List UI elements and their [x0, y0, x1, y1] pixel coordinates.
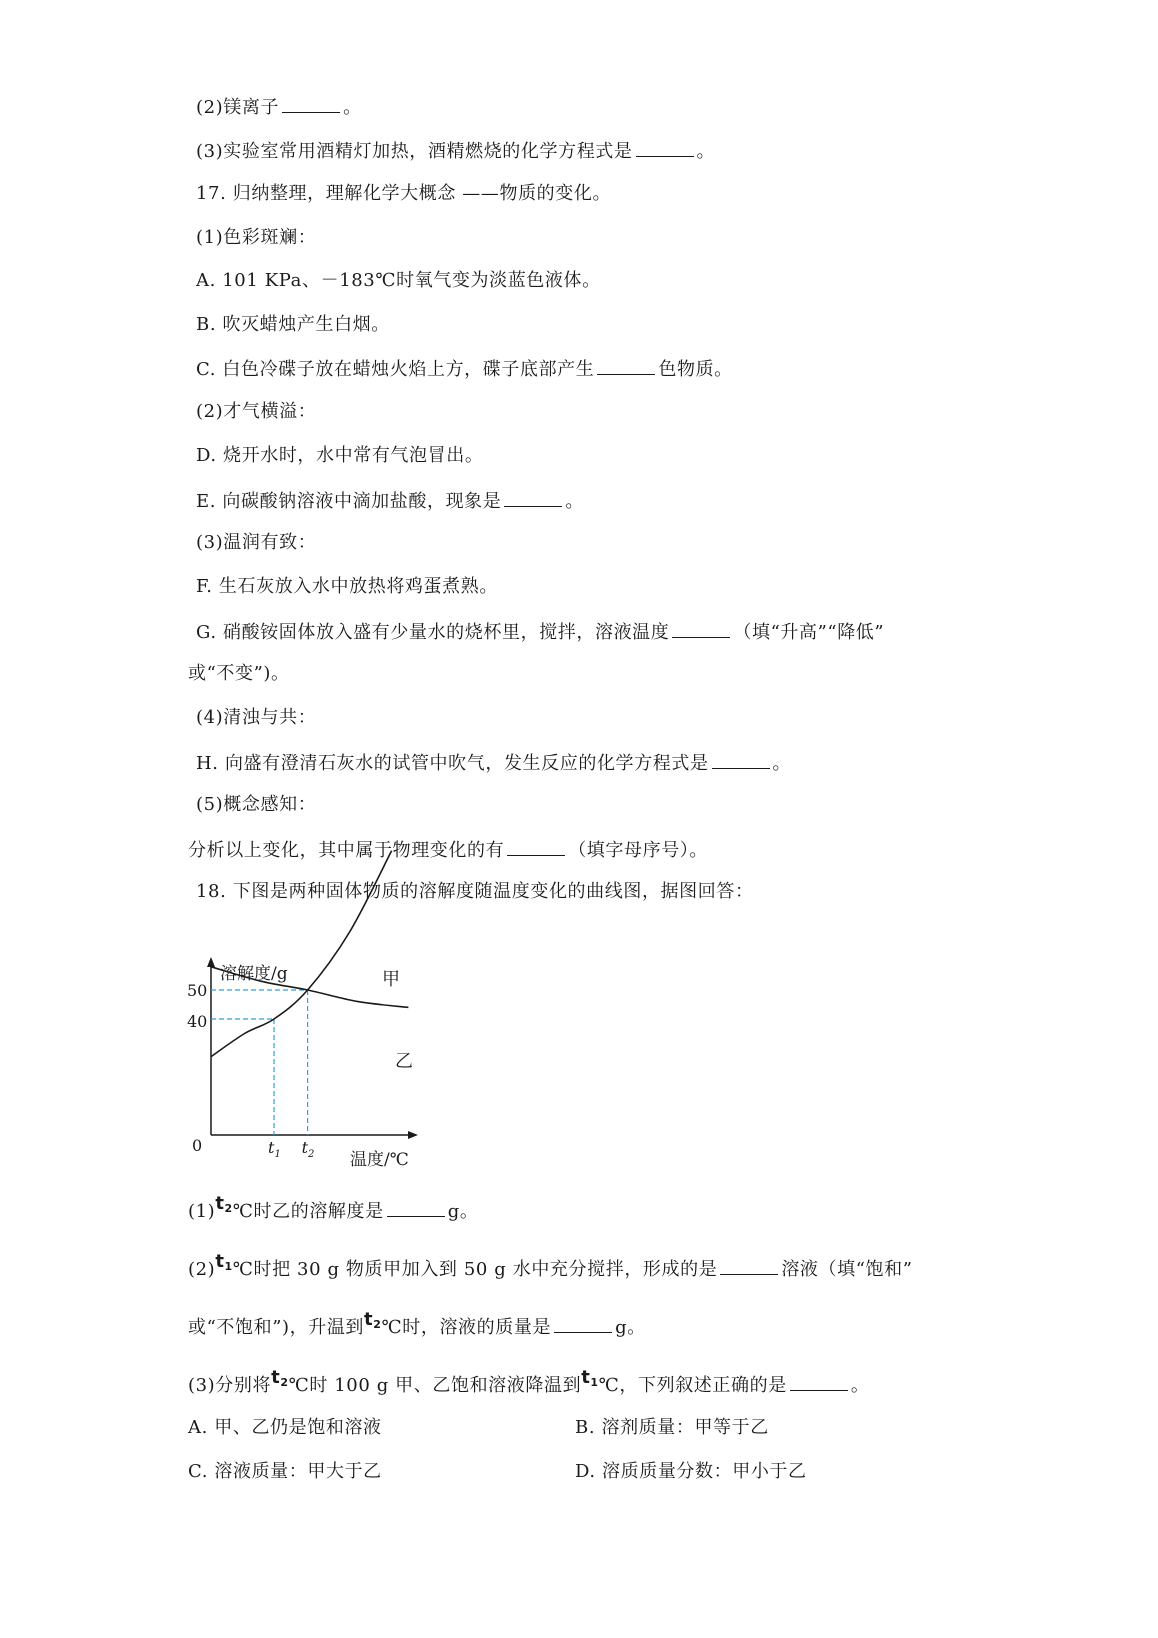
x-axis-arrow-icon: [408, 1131, 418, 1139]
x-tick-label-t2: $t_2$: [301, 1138, 315, 1160]
q18-part2-line2-end: g。: [615, 1317, 646, 1338]
q17-section2: (2)才气横溢：: [196, 401, 317, 422]
q18-part3-end: 。: [850, 1375, 870, 1396]
q17-section1: (1)色彩斑斓：: [196, 227, 317, 248]
q18-part2-line2: [188, 1309, 646, 1342]
q16-part2: [196, 94, 362, 120]
q17-analysis: [188, 837, 708, 863]
q17-analysis-text: 分析以上变化，其中属于物理变化的有: [188, 840, 505, 861]
q18-part2-text: ℃时把 30 g 物质甲加入到 50 g 水中充分搅拌，形成的是: [232, 1259, 718, 1280]
answer-blank[interactable]: [387, 1198, 445, 1217]
x-tick-label-t1: $t_1$: [268, 1138, 281, 1160]
q18-option-b[interactable]: B. 溶剂质量：甲等于乙: [575, 1417, 769, 1438]
t2-symbol: $t_2$: [364, 1309, 382, 1331]
q17-item-a: A. 101 KPa、－183℃时氧气变为淡蓝色液体。: [196, 270, 601, 291]
q17-item-f: F. 生石灰放入水中放热将鸡蛋煮熟。: [196, 576, 498, 597]
q17-item-h: [196, 750, 791, 776]
q17-analysis-end: （填字母序号）。: [568, 840, 709, 861]
q16-part3: [196, 138, 715, 164]
q18-option-a[interactable]: A. 甲、乙仍是饱和溶液: [188, 1417, 382, 1438]
q17-item-h-end: 。: [772, 753, 792, 774]
q18-part3-text: (3)分别将: [188, 1375, 272, 1396]
t1-symbol: $t_1$: [215, 1251, 233, 1273]
q17-section3: (3)温润有致：: [196, 532, 317, 553]
q18-title: 18. 下图是两种固体物质的溶解度随温度变化的曲线图，据图回答：: [196, 881, 754, 902]
q18-option-c[interactable]: C. 溶液质量：甲大于乙: [188, 1461, 382, 1482]
q16-part2-text: (2)镁离子: [196, 97, 280, 118]
q17-item-g-end: （填“升高”“降低”: [733, 622, 885, 643]
answer-blank[interactable]: [790, 1372, 848, 1391]
q18-part1-end: g。: [447, 1201, 479, 1222]
answer-blank[interactable]: [672, 619, 730, 638]
q17-item-e: [196, 488, 584, 514]
q18-part3-mid2: ℃，下列叙述正确的是: [598, 1375, 787, 1396]
q17-item-d: D. 烧开水时，水中常有气泡冒出。: [196, 445, 484, 466]
q17-item-e-end: 。: [565, 491, 584, 512]
q17-item-g-line2: 或“不变”)。: [188, 663, 290, 684]
y-axis-label: 溶解度/g: [220, 964, 288, 984]
answer-blank[interactable]: [282, 94, 340, 113]
answer-blank[interactable]: [712, 750, 770, 769]
solubility-chart: [187, 955, 430, 1175]
q17-title: 17. 归纳整理，理解化学大概念 ——物质的变化。: [196, 183, 612, 204]
q16-part3-text: (3)实验室常用酒精灯加热，酒精燃烧的化学方程式是: [196, 141, 633, 162]
q17-item-g: [196, 619, 884, 645]
q18-part2: [188, 1251, 913, 1284]
answer-blank[interactable]: [636, 138, 694, 157]
y-tick-label-50: 50: [187, 981, 208, 1000]
q18-part1: [188, 1193, 479, 1226]
answer-blank[interactable]: [507, 837, 565, 856]
q18-part1-num: (1): [188, 1201, 216, 1222]
answer-blank[interactable]: [504, 488, 562, 507]
q17-item-h-text: H. 向盛有澄清石灰水的试管中吹气，发生反应的化学方程式是: [196, 753, 709, 774]
series-label-yi: 乙: [395, 1051, 413, 1072]
q17-item-g-text: G. 硝酸铵固体放入盛有少量水的烧杯里，搅拌，溶液温度: [196, 622, 670, 643]
q18-part2-line2-text: 或“不饱和”)，升温到: [188, 1317, 365, 1338]
series-label-jia: 甲: [382, 969, 400, 990]
y-tick-label-40: 40: [187, 1012, 208, 1031]
q17-item-c-text: C. 白色冷碟子放在蜡烛火焰上方，碟子底部产生: [196, 359, 595, 380]
q18-part3-mid1: ℃时 100 g 甲、乙饱和溶液降温到: [288, 1375, 582, 1396]
q17-item-c-end: 色物质。: [658, 359, 733, 380]
q17-item-b: B. 吹灭蜡烛产生白烟。: [196, 314, 390, 335]
q17-section5: (5)概念感知：: [196, 794, 317, 815]
q18-part2-num: (2): [188, 1259, 216, 1280]
q17-item-e-text: E. 向碳酸钠溶液中滴加盐酸，现象是: [196, 491, 502, 512]
q16-part2-end: 。: [343, 97, 362, 118]
y-axis-arrow-icon: [207, 957, 215, 967]
q18-part2-end: 溶液（填“饱和”: [781, 1259, 913, 1280]
t2-symbol: $t_2$: [271, 1367, 289, 1389]
t2-symbol: $t_2$: [215, 1193, 233, 1215]
origin-label: 0: [192, 1136, 203, 1155]
x-axis-label: 温度/℃: [350, 1150, 409, 1170]
answer-blank[interactable]: [597, 356, 655, 375]
answer-blank[interactable]: [720, 1256, 778, 1275]
q17-item-c: [196, 356, 733, 382]
t1-symbol: $t_1$: [581, 1367, 599, 1389]
q18-part2-line2-mid: ℃时，溶液的质量是: [381, 1317, 552, 1338]
q17-section4: (4)清浊与共：: [196, 707, 317, 728]
q18-option-d[interactable]: D. 溶质质量分数：甲小于乙: [575, 1461, 807, 1482]
q16-part3-end: 。: [696, 141, 716, 162]
answer-blank[interactable]: [554, 1314, 612, 1333]
q18-part3: [188, 1367, 870, 1400]
q18-part1-text: ℃时乙的溶解度是: [232, 1201, 384, 1222]
